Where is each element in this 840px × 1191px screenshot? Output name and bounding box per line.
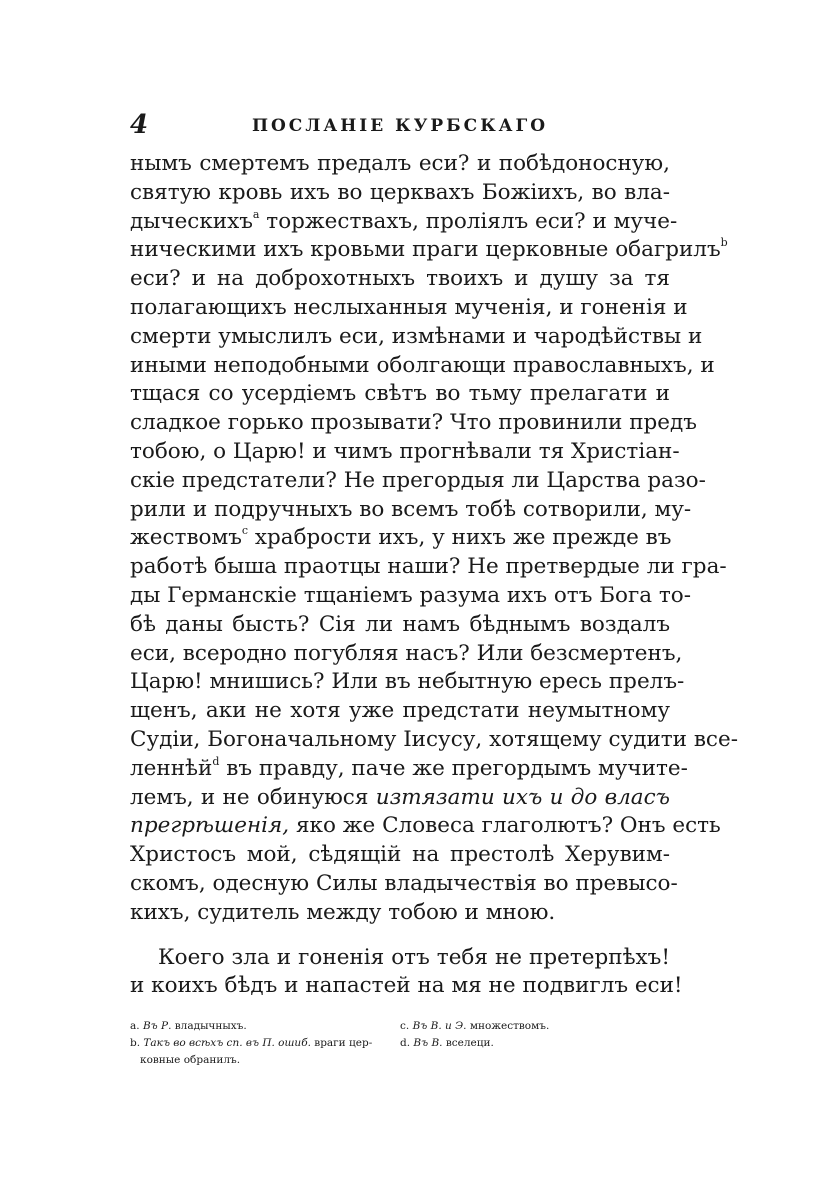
- text-line: щенъ, аки не хотя уже предстати неумытному: [130, 698, 670, 724]
- text-line: святую кровь ихъ во церквахъ Божіихъ, во вла-: [130, 179, 670, 205]
- text-line: Царю! мнишись? Или въ небытную ересь прелъ-: [130, 669, 685, 695]
- running-title: ПОСЛАНІЕ КУРБСКАГО: [251, 116, 549, 136]
- footnotes-left-column: [130, 1018, 400, 1069]
- text-line: тщася со усердіемъ свѣтъ во тьму прелагати и: [130, 381, 670, 407]
- page-header: [130, 110, 670, 142]
- text-line: Христосъ мой, сѣдящій на престолѣ Херувим-: [130, 842, 670, 868]
- footnote-text: владычныхъ.: [174, 1020, 247, 1032]
- footnote-mark: c.: [400, 1020, 410, 1032]
- text-fragment: ническими ихъ кровьми праги церковные обагрилъ: [130, 237, 721, 263]
- footnote-text: ковные обранилъ.: [140, 1054, 241, 1066]
- paragraph-gap: [130, 928, 670, 944]
- footnote-c: [400, 1018, 670, 1035]
- text-line: [130, 812, 721, 841]
- text-fragment: храбрости ихъ, у нихъ же прежде въ: [248, 525, 672, 551]
- footnote-marker: d: [212, 754, 220, 768]
- text-fragment: леннѣй: [130, 755, 213, 781]
- text-fragment: торжествахъ, проліялъ еси? и муче-: [259, 208, 678, 234]
- footnote-text: множествомъ.: [469, 1020, 550, 1032]
- text-line: еси? и на доброхотныхъ твоихъ и душу за тя: [130, 266, 670, 292]
- footnote-source: Въ В.: [413, 1037, 443, 1049]
- text-line: тобою, о Царю! и чимъ прогнѣвали тя Христіан-: [130, 438, 680, 464]
- footnote-b-continued: [130, 1052, 400, 1069]
- text-line: скомъ, одесную Силы владычествія во превысо-: [130, 870, 678, 896]
- italic-fragment: прегрѣшенія,: [130, 813, 290, 839]
- text-line: еси, всеродно погубляя насъ? Или безсмертенъ,: [130, 640, 683, 666]
- text-line: рили и подручныхъ во всемъ тобѣ сотворили, му-: [130, 496, 692, 522]
- text-fragment: въ правду, паче же прегордымъ мучите-: [219, 755, 688, 781]
- text-line: иными неподобными оболгающи православныхъ, и: [130, 352, 715, 378]
- text-line: сладкое горько прозывати? Что провинили предъ: [130, 410, 697, 436]
- text-line: [130, 524, 670, 553]
- text-fragment: жествомъ: [130, 525, 242, 551]
- footnote-text: враги цер-: [314, 1037, 373, 1049]
- text-line: работѣ быша праотцы наши? Не претвердые ли гра-: [130, 554, 727, 580]
- text-line: бѣ даны бысть? Сія ли намъ бѣднымъ воздалъ: [130, 611, 670, 637]
- text-line: ды Германскіе тщаніемъ разума ихъ отъ Бога то-: [130, 582, 691, 608]
- footnote-marker: b: [720, 236, 728, 250]
- text-line: [130, 207, 678, 237]
- footnote-source: Въ Р.: [142, 1020, 172, 1032]
- text-fragment: яко же Словеса глаголютъ? Онъ есть: [289, 813, 721, 839]
- text-line: скіе предстатели? Не прегордыя ли Царства разо-: [130, 467, 706, 493]
- footnote-text: вселеци.: [445, 1037, 494, 1049]
- text-line: полагающихъ неслыханныя мученія, и гоненія и: [130, 294, 688, 320]
- footnote-mark: a.: [130, 1020, 140, 1032]
- text-fragment: лемъ, и не обинуюся: [130, 784, 376, 810]
- footnote-a: [130, 1018, 400, 1035]
- footnote-mark: d.: [400, 1037, 411, 1049]
- footnote-source: Въ В. и Э.: [412, 1020, 467, 1032]
- text-line: нымъ смертемъ предалъ еси? и побѣдоносную,: [130, 151, 670, 176]
- text-line: Судіи, Богоначальному Іисусу, хотящему судити все-: [130, 726, 738, 752]
- footnote-d: [400, 1035, 670, 1052]
- text-fragment: дыческихъ: [130, 208, 253, 234]
- text-line: [130, 754, 688, 784]
- main-text: [130, 150, 738, 1001]
- footnote-mark: b.: [130, 1037, 141, 1049]
- text-line: смерти умыслилъ еси, измѣнами и чародѣйствы и: [130, 323, 703, 349]
- footnote-marker: a: [252, 207, 260, 221]
- footnote-b: [130, 1035, 400, 1052]
- text-line: [130, 236, 728, 265]
- text-line: и коихъ бѣдъ и напастей на мя не подвиглъ еси!: [130, 973, 683, 999]
- footnotes-right-column: [400, 1018, 670, 1052]
- text-line: Коего зла и гоненія отъ тебя не претерпѣхъ!: [158, 944, 670, 970]
- footnote-source: Такъ во всѣхъ сп. въ П. ошиб.: [143, 1037, 311, 1049]
- text-line: [130, 784, 670, 813]
- italic-fragment: изтязати ихъ и до власъ: [375, 784, 670, 810]
- text-line: кихъ, судитель между тобою и мною.: [130, 899, 556, 925]
- page-number: 4: [130, 110, 149, 140]
- footnote-marker: c: [241, 524, 249, 538]
